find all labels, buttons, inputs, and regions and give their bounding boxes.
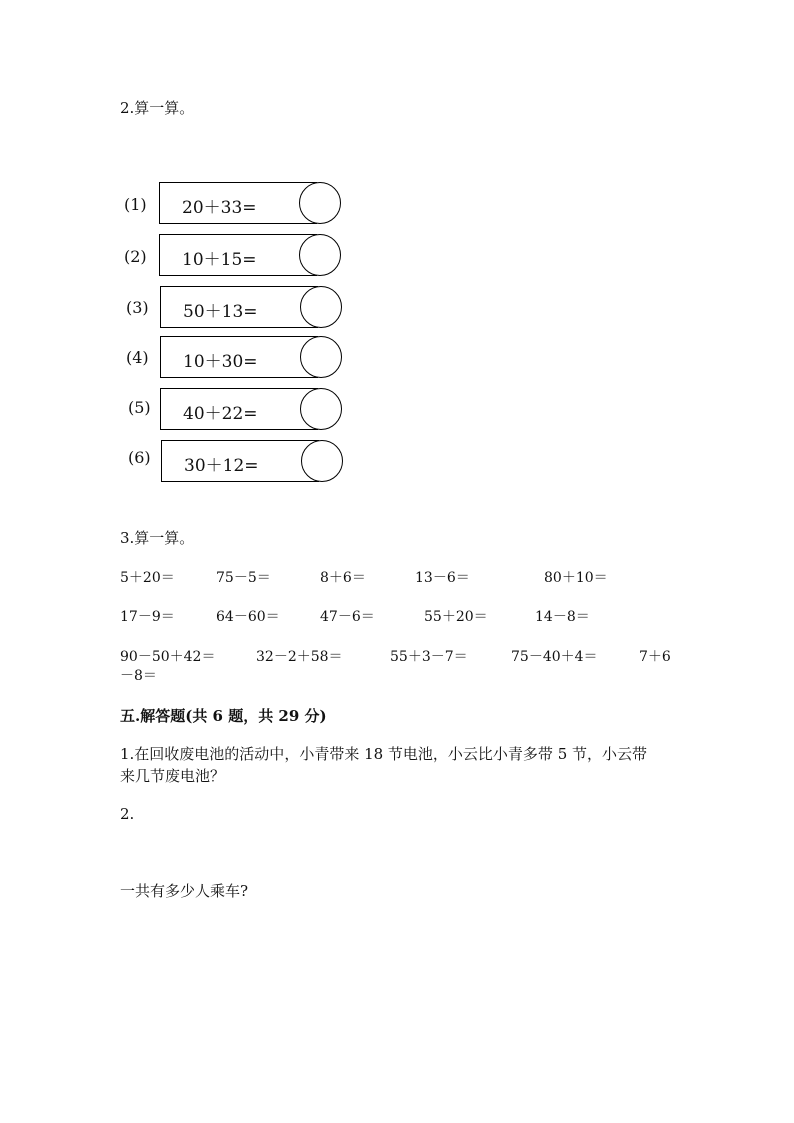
item-5-answer-circle[interactable]	[300, 388, 342, 430]
section3-title: 3.算一算。	[120, 529, 195, 547]
item-1-box	[159, 182, 317, 224]
item-6-expression: 30＋12=	[184, 456, 259, 476]
calc-r1-c1: 5＋20＝	[120, 570, 175, 586]
item-4-answer-circle[interactable]	[300, 336, 342, 378]
item-5-box	[160, 388, 318, 430]
calc-r3-c1: 90－50＋42＝	[120, 649, 216, 665]
calc-r2-c2: 64－60＝	[216, 609, 280, 625]
item-3-answer-circle[interactable]	[300, 286, 342, 328]
section2-title: 2.算一算。	[120, 99, 195, 117]
item-1-answer-circle[interactable]	[299, 182, 341, 224]
item-3-expression: 50＋13=	[183, 302, 258, 322]
item-4-expression: 10＋30=	[183, 352, 258, 372]
calc-r2-c3: 47－6＝	[320, 609, 375, 625]
calc-r1-c5: 80＋10＝	[544, 570, 608, 586]
item-4-box	[160, 336, 318, 378]
item-6-label: (6)	[128, 448, 151, 467]
item-2-label: (2)	[124, 247, 147, 266]
question-2-number: 2.	[120, 805, 135, 823]
item-5-expression: 40＋22=	[183, 404, 258, 424]
question-1-line-2: 来几节废电池？	[120, 767, 226, 785]
section5-title: 五.解答题(共 6 题，共 29 分)	[120, 707, 327, 725]
item-4-label: (4)	[126, 348, 149, 367]
calc-r2-c5: 14－8＝	[535, 609, 590, 625]
item-2-expression: 10＋15=	[182, 250, 257, 270]
calc-r2-c1: 17－9＝	[120, 609, 175, 625]
question-1	[120, 743, 680, 787]
calc-r3-c2: 32－2＋58＝	[256, 649, 343, 665]
calc-r1-c4: 13－6＝	[415, 570, 470, 586]
item-2-answer-circle[interactable]	[299, 234, 341, 276]
item-2-box	[159, 234, 317, 276]
calc-r3-c4: 75－40＋4＝	[511, 649, 598, 665]
item-1-label: (1)	[124, 195, 147, 214]
calc-r2-c4: 55＋20＝	[424, 609, 488, 625]
question-1-line-1: 1.在回收废电池的活动中，小青带来 18 节电池，小云比小青多带 5 节，小云带	[120, 745, 648, 763]
calc-r1-c2: 75－5＝	[216, 570, 271, 586]
item-3-label: (3)	[126, 298, 149, 317]
item-6-box	[161, 440, 319, 482]
calc-r3-c5-wrap: －8＝	[120, 668, 157, 684]
calc-r3-c3: 55＋3－7＝	[390, 649, 468, 665]
item-6-answer-circle[interactable]	[301, 440, 343, 482]
item-5-label: (5)	[128, 398, 151, 417]
calc-r1-c3: 8＋6＝	[320, 570, 366, 586]
calc-r3-c5: 7＋6	[639, 649, 671, 665]
item-3-box	[160, 286, 318, 328]
question-2-text: 一共有多少人乘车?	[120, 882, 249, 900]
item-1-expression: 20＋33=	[182, 198, 257, 218]
